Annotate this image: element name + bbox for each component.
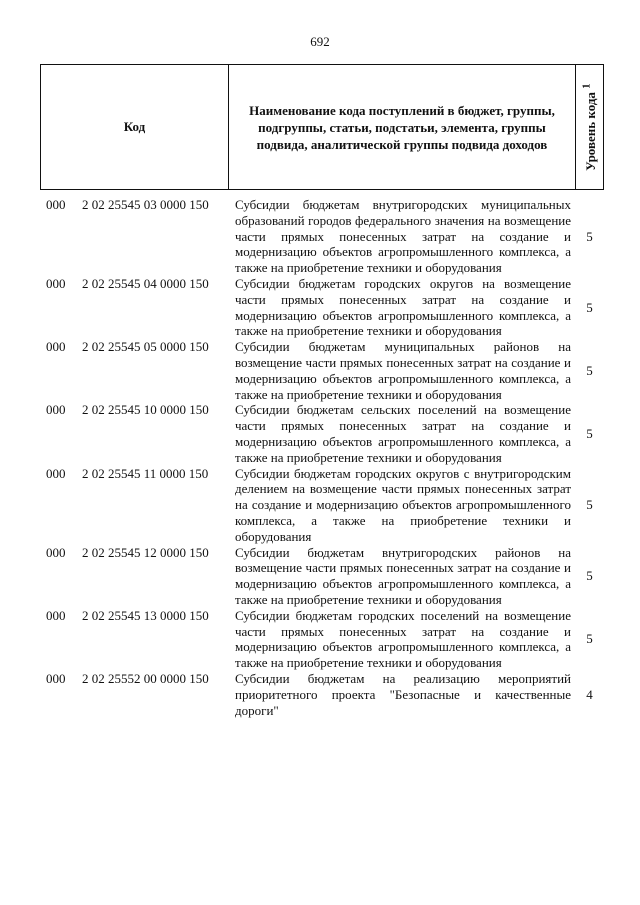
- row-level: 4: [586, 686, 593, 702]
- page-number: 692: [310, 34, 330, 49]
- row-prefix: 000: [46, 670, 66, 686]
- table-row: [40, 339, 604, 402]
- table-row: [40, 466, 604, 545]
- row-code: 2 02 25552 00 0000 150: [82, 670, 209, 686]
- row-code: 2 02 25545 11 0000 150: [82, 465, 209, 481]
- row-level: 5: [586, 631, 593, 647]
- row-code: 2 02 25545 13 0000 150: [82, 607, 209, 623]
- row-level: 5: [586, 228, 593, 244]
- table-row: [40, 276, 604, 339]
- row-prefix: 000: [46, 544, 66, 560]
- row-level: 5: [586, 362, 593, 378]
- row-name: Субсидии бюджетам городских поселений на возмещение части прямых понесенных затрат на создание и модернизацию объектов агропромышленного комплекса, а также на приобретение техники и оборудования: [235, 607, 571, 671]
- table-row: [40, 608, 604, 671]
- row-prefix: 000: [46, 465, 66, 481]
- header-level-footnote: 1: [580, 83, 593, 89]
- header-code: Код: [41, 65, 229, 189]
- row-code: 2 02 25545 05 0000 150: [82, 339, 209, 355]
- row-name: Субсидии бюджетам сельских поселений на возмещение части прямых понесенных затрат на создание и модернизацию объектов агропромышленного комплекса, а также на приобретение техники и оборудования: [235, 402, 571, 465]
- table-row: [40, 197, 604, 276]
- header-level: [576, 65, 603, 189]
- row-level: 5: [586, 497, 593, 513]
- row-level: 5: [586, 299, 593, 315]
- row-name: Субсидии бюджетам на реализацию мероприятий приоритетного проекта "Безопасные и качественные дороги": [235, 670, 571, 718]
- row-code: 2 02 25545 04 0000 150: [82, 275, 209, 291]
- row-code: 2 02 25545 10 0000 150: [82, 402, 209, 418]
- row-prefix: 000: [46, 275, 66, 291]
- row-name: Субсидии бюджетам внутригородских муниципальных образований городов федерального значения на возмещение части прямых понесенных затрат на создание и модернизацию объектов агропромышленного комплекса, а также на приобретение техники и оборудования: [235, 197, 571, 276]
- header-level-label: [580, 83, 598, 170]
- row-code: 2 02 25545 12 0000 150: [82, 544, 209, 560]
- row-name: Субсидии бюджетам городских округов с внутригородским делением на возмещение части прямых понесенных затрат на создание и модернизацию объектов агропромышленного комплекса, а также на приобретение техники и оборудования: [235, 465, 571, 544]
- row-code: 2 02 25545 03 0000 150: [82, 197, 209, 212]
- header-level-text: Уровень кода: [582, 91, 598, 171]
- table-row: [40, 545, 604, 608]
- table-header: [40, 64, 604, 190]
- row-name: Субсидии бюджетам внутригородских районов на возмещение части прямых понесенных затрат на создание и модернизацию объектов агропромышленного комплекса, а также на приобретение техники и оборудования: [235, 544, 571, 607]
- row-prefix: 000: [46, 402, 66, 418]
- row-prefix: 000: [46, 339, 66, 355]
- row-prefix: 000: [46, 607, 66, 623]
- row-name: Субсидии бюджетам муниципальных районов на возмещение части прямых понесенных затрат на создание и модернизацию объектов агропромышленного комплекса, а также на приобретение техники и оборудования: [235, 339, 571, 402]
- table-body: [40, 197, 604, 718]
- table-row: [40, 402, 604, 465]
- row-name: Субсидии бюджетам городских округов на возмещение части прямых понесенных затрат на создание и модернизацию объектов агропромышленного комплекса, а также на приобретение техники и оборудования: [235, 275, 571, 339]
- row-level: 5: [586, 426, 593, 442]
- table-row: [40, 671, 604, 718]
- row-prefix: 000: [46, 197, 66, 212]
- header-name: Наименование кода поступлений в бюджет, группы, подгруппы, статьи, подстатьи, элемента, группы подвида, аналитической группы подвида доходов: [229, 65, 576, 189]
- row-level: 5: [586, 568, 593, 584]
